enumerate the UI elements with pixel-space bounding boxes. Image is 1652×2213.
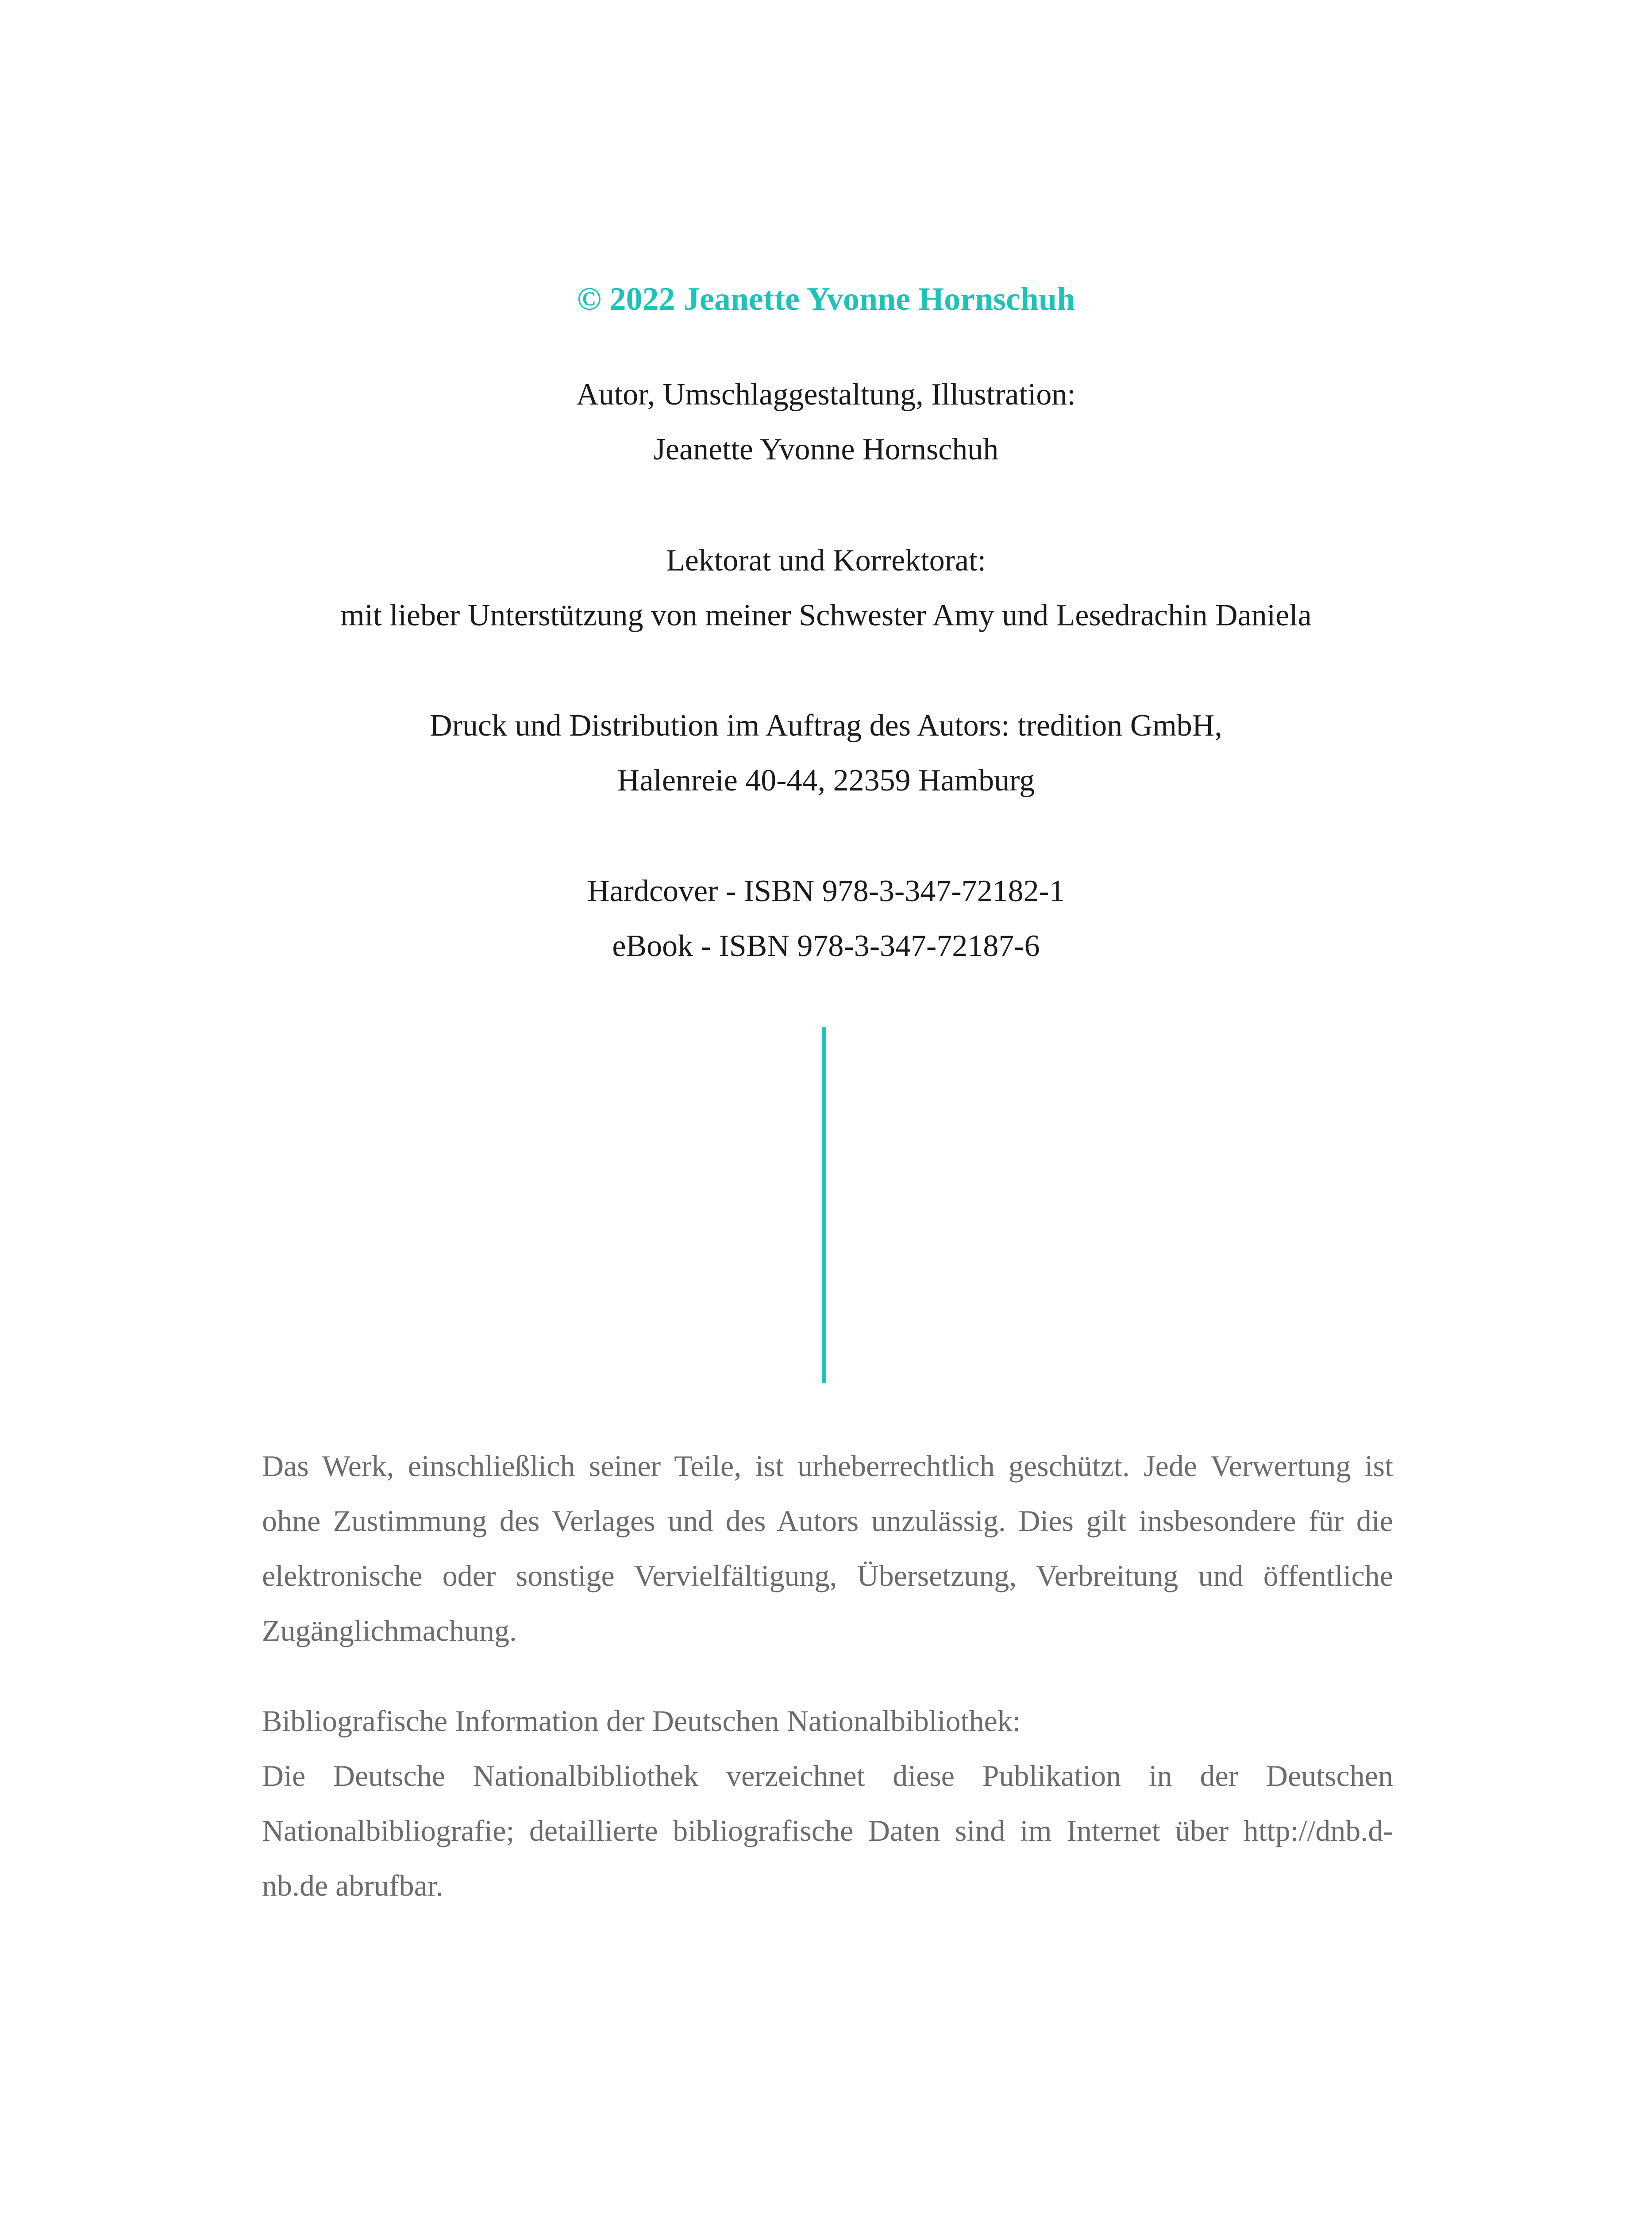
print-distribution-address: Halenreie 40-44, 22359 Hamburg — [617, 763, 1035, 798]
isbn-block — [0, 864, 1652, 974]
print-distribution — [0, 698, 1652, 808]
author-credits-name: Jeanette Yvonne Hornschuh — [653, 432, 999, 467]
isbn-ebook: eBook - ISBN 978-3-347-72187-6 — [612, 929, 1040, 963]
isbn-hardcover: Hardcover - ISBN 978-3-347-72182-1 — [587, 874, 1065, 908]
author-credits-label: Autor, Umschlaggestaltung, Illustration: — [576, 378, 1076, 412]
copyright-line: © 2022 Jeanette Yvonne Hornschuh — [577, 281, 1075, 317]
author-credits — [0, 367, 1652, 477]
vertical-divider — [822, 1027, 826, 1383]
copyright-notice-text: Das Werk, einschließlich seiner Teile, ist urheberrechtlich geschützt. Jede Verwertung ist ohne Zustimmung des Verlages und des Autors unzulässig. Dies gilt insbesondere für die elektronische oder sonstige Vervielfältigung, Übersetzung, Verbreitung und öffentliche Zugänglichmachung. — [262, 1449, 1393, 1647]
editing-credits-label: Lektorat und Korrektorat: — [666, 544, 986, 578]
editing-credits — [0, 533, 1652, 643]
editing-credits-text: mit lieber Unterstützung von meiner Schwester Amy und Lesedrachin Daniela — [340, 598, 1312, 632]
copyright-notice — [262, 1438, 1393, 1658]
bibliographic-information — [262, 1693, 1393, 1913]
bibliographic-text: Die Deutsche Nationalbibliothek verzeichnet diese Publikation in der Deutschen Nationalbibliografie; detaillierte bibliografische Daten sind im Internet über http://dnb.d-nb.de abrufbar. — [262, 1759, 1393, 1902]
print-distribution-line1: Druck und Distribution im Auftrag des Autors: tredition GmbH, — [430, 709, 1222, 743]
bibliographic-heading: Bibliografische Information der Deutschen Nationalbibliothek: — [262, 1704, 1021, 1738]
